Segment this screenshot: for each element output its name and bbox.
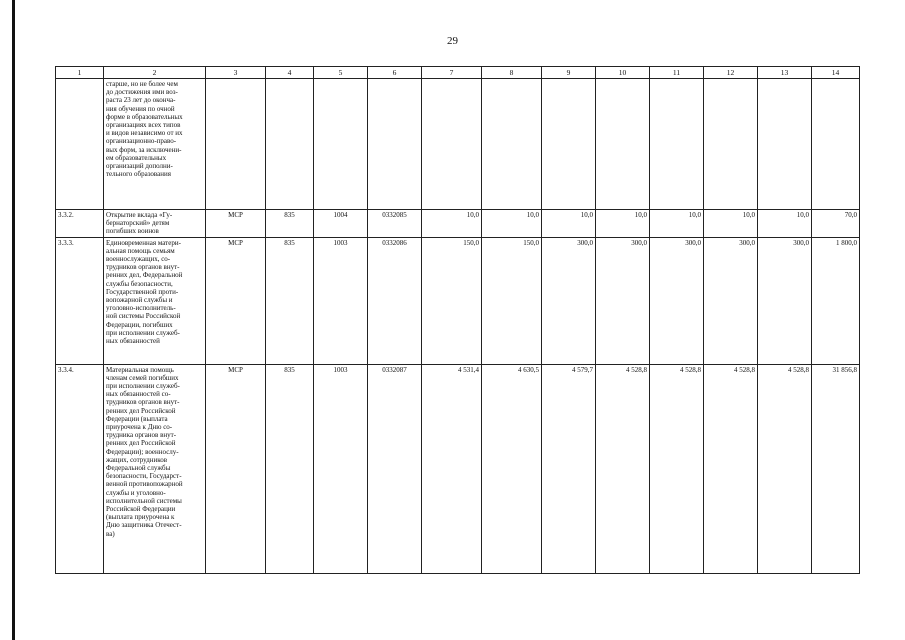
table-row: [56, 364, 860, 573]
responsible-cell: МСР: [206, 237, 266, 364]
item-number: 3.3.3.: [56, 237, 104, 364]
item-description: Открытие вклада «Гу- бернаторский» детям погибших воинов: [104, 210, 206, 238]
total-cell: [812, 79, 860, 210]
amount-cell: 4 528,8: [704, 364, 758, 573]
page-number: 29: [447, 35, 458, 47]
code-cell: 835: [266, 210, 314, 238]
section-cell: [314, 79, 368, 210]
amount-cell: [704, 79, 758, 210]
responsible-cell: МСР: [206, 210, 266, 238]
amount-cell: 300,0: [542, 237, 596, 364]
amount-cell: 10,0: [650, 210, 704, 238]
column-header: 3: [206, 67, 266, 79]
code-cell: [266, 79, 314, 210]
responsible-cell: [206, 79, 266, 210]
left-margin-rule: [12, 0, 15, 640]
target-code-cell: 0332086: [368, 237, 422, 364]
amount-cell: 4 579,7: [542, 364, 596, 573]
item-number: [56, 79, 104, 210]
target-code-cell: 0332085: [368, 210, 422, 238]
amount-cell: 10,0: [596, 210, 650, 238]
column-header: 4: [266, 67, 314, 79]
column-header: 13: [758, 67, 812, 79]
amount-cell: 300,0: [704, 237, 758, 364]
column-header: 7: [422, 67, 482, 79]
amount-cell: [422, 79, 482, 210]
budget-table: [55, 66, 860, 574]
table-row: [56, 79, 860, 210]
amount-cell: 150,0: [482, 237, 542, 364]
amount-cell: 4 531,4: [422, 364, 482, 573]
amount-cell: [650, 79, 704, 210]
amount-cell: 300,0: [758, 237, 812, 364]
amount-cell: [482, 79, 542, 210]
amount-cell: 4 528,8: [650, 364, 704, 573]
amount-cell: [596, 79, 650, 210]
amount-cell: 300,0: [650, 237, 704, 364]
code-cell: 835: [266, 237, 314, 364]
column-header: 5: [314, 67, 368, 79]
amount-cell: 10,0: [422, 210, 482, 238]
column-header: 12: [704, 67, 758, 79]
section-cell: 1003: [314, 364, 368, 573]
column-header: 1: [56, 67, 104, 79]
column-header: 2: [104, 67, 206, 79]
amount-cell: [542, 79, 596, 210]
amount-cell: 4 528,8: [758, 364, 812, 573]
total-cell: 1 800,0: [812, 237, 860, 364]
amount-cell: [758, 79, 812, 210]
amount-cell: 10,0: [704, 210, 758, 238]
amount-cell: 10,0: [542, 210, 596, 238]
section-cell: 1004: [314, 210, 368, 238]
item-description: Материальная помощь членам семей погибших при исполнении служеб- ных обязанностей со- трудников органов внут- ренних дел Российской Федерации (выплата приурочена к Дню со- трудника органов внут- ренних дел Российской Федерации); военнослу- жащих, сотрудников Федеральной службы безопасности, Государст- венной противопожарной службы и уголовно- исполнительной системы Российской Федерации (выплата приурочена к Дню защитника Отечест- ва): [104, 364, 206, 573]
header-row: [56, 67, 860, 79]
column-header: 6: [368, 67, 422, 79]
item-number: 3.3.4.: [56, 364, 104, 573]
item-description: старше, но не более чем до достижения ими воз- раста 23 лет до оконча- ния обучения по очной форме в образовательных организациях всех типов и видов независимо от их организационно-право- вых форм, за исключени- ем образовательных организаций дополни- тельного образования: [104, 79, 206, 210]
amount-cell: 150,0: [422, 237, 482, 364]
column-header: 11: [650, 67, 704, 79]
table-row: [56, 237, 860, 364]
amount-cell: 4 630,5: [482, 364, 542, 573]
amount-cell: 10,0: [482, 210, 542, 238]
target-code-cell: [368, 79, 422, 210]
code-cell: 835: [266, 364, 314, 573]
column-header: 9: [542, 67, 596, 79]
amount-cell: 4 528,8: [596, 364, 650, 573]
item-number: 3.3.2.: [56, 210, 104, 238]
column-header: 14: [812, 67, 860, 79]
total-cell: 70,0: [812, 210, 860, 238]
target-code-cell: 0332087: [368, 364, 422, 573]
amount-cell: 10,0: [758, 210, 812, 238]
section-cell: 1003: [314, 237, 368, 364]
responsible-cell: МСР: [206, 364, 266, 573]
total-cell: 31 856,8: [812, 364, 860, 573]
column-header: 8: [482, 67, 542, 79]
amount-cell: 300,0: [596, 237, 650, 364]
table-row: [56, 210, 860, 238]
item-description: Единовременная матери- альная помощь семьям военнослужащих, со- трудников органов внут- ренних дел, Федеральной службы безопасности, Государственной проти- вопожарной службы и уголовно-исполнитель- ной системы Российской Федерации, погибших при исполнении служеб- ных обязанностей: [104, 237, 206, 364]
column-header: 10: [596, 67, 650, 79]
